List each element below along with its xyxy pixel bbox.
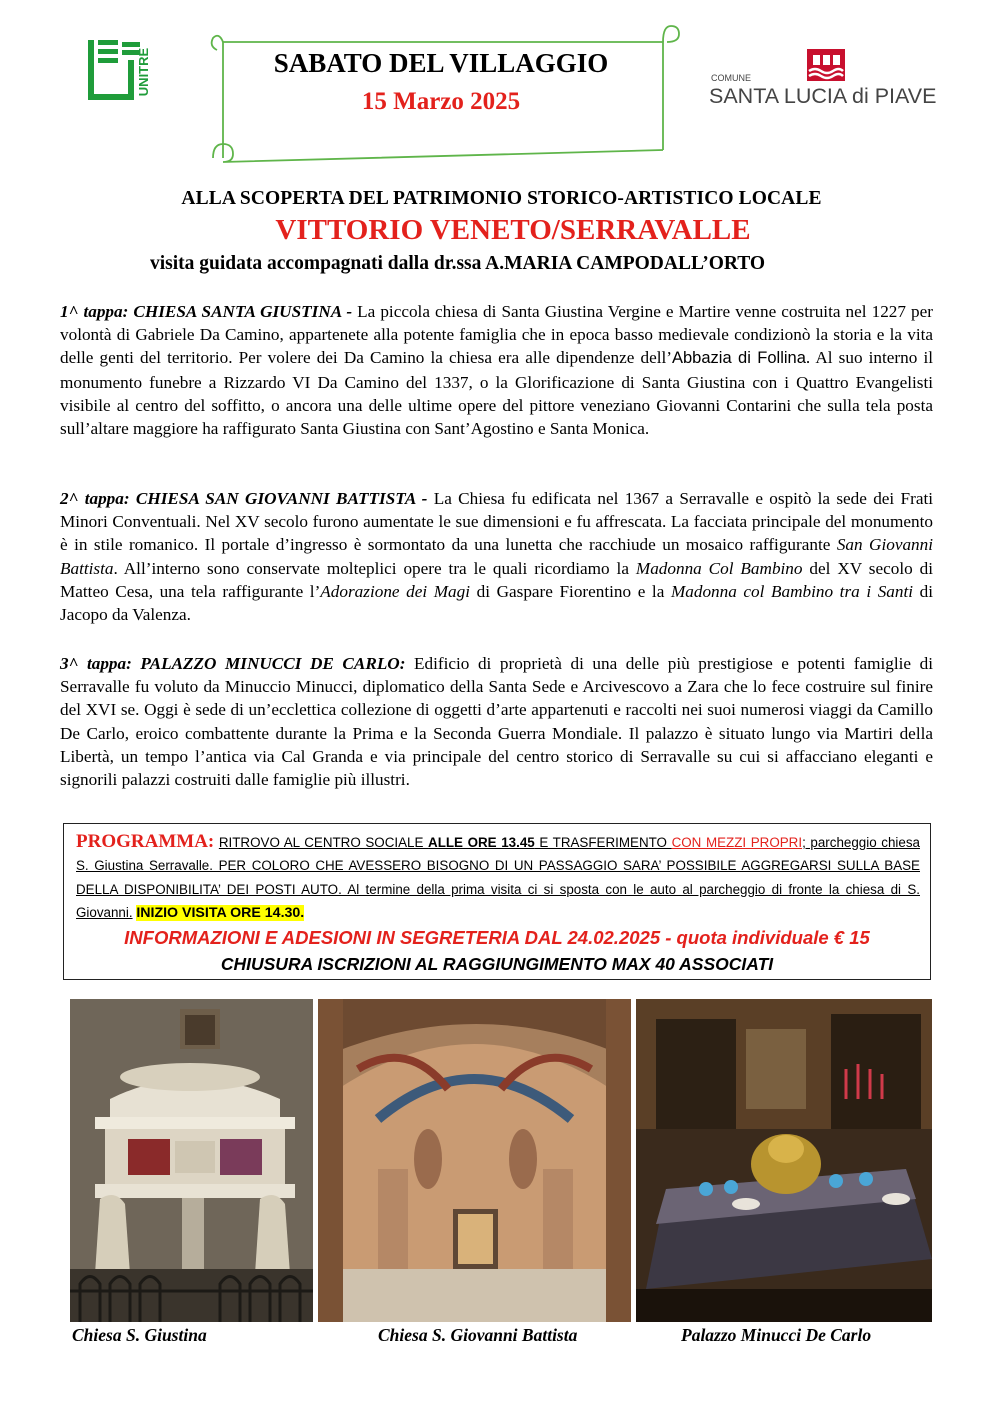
photo-caption: Chiesa S. Giovanni Battista xyxy=(378,1325,578,1345)
dining-room-photo xyxy=(636,999,932,1322)
unitre-logo-icon xyxy=(86,38,156,102)
page-title: VITTORIO VENETO/SERRAVALLE xyxy=(275,214,751,246)
photo-caption: Chiesa S. Giustina xyxy=(72,1325,207,1345)
stop-3-title: 3^ tappa: PALAZZO MINUCCI DE CARLO: xyxy=(60,654,406,673)
funerary-monument-photo xyxy=(70,999,313,1322)
start-time-highlight: INIZIO VISITA ORE 14.30. xyxy=(136,905,305,922)
event-title: SABATO DEL VILLAGGIO xyxy=(273,48,609,78)
frescoed-chapel-photo xyxy=(318,999,631,1322)
programme-text: PROGRAMMA: RITROVO AL CENTRO SOCIALE ALLE ORE 13.45 E TRASFERIMENTO CON MEZZI PROPRI; parcheggio chiesa S. Giustina Serravalle. PER COLORO CHE AVESSERO BISOGNO DI UN PASSAGGIO SARA’ POSSIBILE AGGREGARSI SULLA BASE DELLA DISPONIBILITA’ DEI POSTI AUTO. Al termine della prima visita ci si sposta con le auto al parcheggio di fronte la chiesa di S. Giovanni. INIZIO VISITA ORE 14.30. xyxy=(76,831,920,922)
stop-1-paragraph: 1^ tappa: CHIESA SANTA GIUSTINA - La piccola chiesa di Santa Giustina Vergine e Martire venne costruita nel 1227 per volontà di Gabriele Da Camino, appartenete alla potente famiglia che in epoca basso medievale condizionò la storia e la vita delle genti del territorio. Per volere dei Da Camino la chiesa era alle dipendenze dell’Abbazia di Follina. Al suo interno il monumento funebre a Rizzardo VI Da Camino del 1337, o la Glorificazione di Santa Giustina con i Quattro Evangelisti visibile al centro del soffitto, o ancora una delle ultime opere del pittore veneziano Giovanni Contarini che sulla tela posta sull’altare maggiore ha raffigurato Santa Giustina con Sant’Agostino e Santa Monica. xyxy=(60,302,934,439)
stop-1-title: 1^ tappa: CHIESA SANTA GIUSTINA - xyxy=(60,302,353,321)
stop-2-title: 2^ tappa: CHIESA SAN GIOVANNI BATTISTA - xyxy=(60,489,428,508)
closing-line: CHIUSURA ISCRIZIONI AL RAGGIUNGIMENTO MAX 40 ASSOCIATI xyxy=(220,954,774,974)
photo-caption: Palazzo Minucci De Carlo xyxy=(681,1325,872,1345)
comune-crest-icon xyxy=(807,49,845,81)
comune-logo xyxy=(705,47,947,111)
guide-line: visita guidata accompagnati dalla dr.ssa A.MARIA CAMPODALL’ORTO xyxy=(150,253,766,274)
event-date: 15 Marzo 2025 xyxy=(361,88,521,115)
stop-3-paragraph: 3^ tappa: PALAZZO MINUCCI DE CARLO: Edificio di proprietà di una delle più prestigiose e potenti famiglie di Serravalle fu voluto da Minuccio Minucci, diplomatico della Santa Sede e Arcivescovo a Zara che lo fece costruire sul finire del XVI se. Oggi è sede di un’ecclettica collezione di oggetti d’arte appartenuti e raccolti nei suoi numerosi viaggi da Camillo De Carlo, eroico combattente durante la Prima e la Seconda Guerra Mondiale. Il palazzo è situato lungo via Martiri della Libertà, un tempo l’antica via Cal Granda e via principale del centro storico di Serravalle su cui si affacciano eleganti e signorili palazzi costruiti dalle famiglie più illustri. xyxy=(60,654,933,790)
programme-label: PROGRAMMA: xyxy=(76,831,215,852)
info-line: INFORMAZIONI E ADESIONI IN SEGRETERIA DAL 24.02.2025 - quota individuale € 15 xyxy=(124,927,870,948)
abbazia-link-text: Abbazia di Follina xyxy=(672,349,806,368)
page-subtitle: ALLA SCOPERTA DEL PATRIMONIO STORICO-ARTISTICO LOCALE xyxy=(181,188,822,209)
stop-2-paragraph: 2^ tappa: CHIESA SAN GIOVANNI BATTISTA - La Chiesa fu edificata nel 1367 a Serravalle e ospitò la sede dei Frati Minori Conventuali. Nel XV secolo furono aumentate le sue dimensioni e fu affrescata. La facciata principale del monumento è in stile romanico. Il portale d’ingresso è sormontato da una lunetta che racchiude un mosaico raffigurante San Giovanni Battista. All’interno sono conservate molteplici opere tra le quali ricordiamo la Madonna Col Bambino del XV secolo di Matteo Cesa, una tela raffigurante l’Adorazione dei Magi di Gaspare Fiorentino e la Madonna col Bambino tra i Santi di Jacopo da Valenza. xyxy=(60,489,933,625)
unitre-logo-text: UNITRE xyxy=(136,47,151,97)
comune-name: SANTA LUCIA di PIAVE xyxy=(709,84,937,108)
comune-small-text: COMUNE xyxy=(711,73,751,83)
